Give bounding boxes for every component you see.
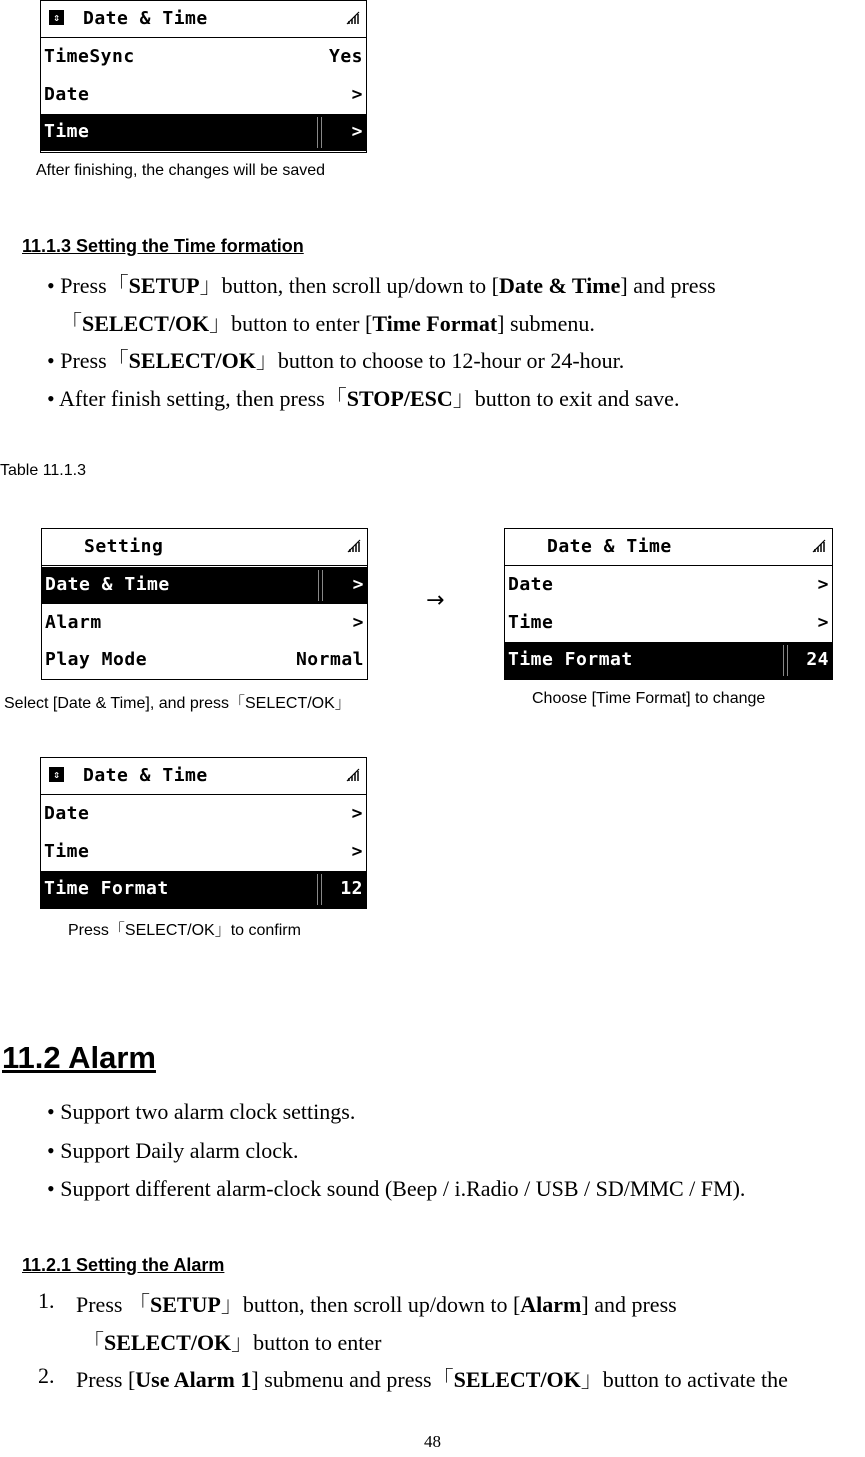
heading-11-2: 11.2 Alarm xyxy=(2,1040,156,1075)
row-value: > xyxy=(817,612,829,633)
bullet-3: • After finish setting, then press「STOP/ESC」button to exit and save. xyxy=(47,386,680,411)
row-value: > xyxy=(351,803,363,824)
lcd-row-date xyxy=(505,567,832,604)
lcd-screen-setting xyxy=(41,528,368,680)
antenna-icon xyxy=(346,11,360,25)
lcd-title: Setting xyxy=(84,536,164,557)
lcd-screen-date-time-1 xyxy=(40,0,367,153)
caption-screen-2: Select [Date & Time], and press「SELECT/OK」 xyxy=(4,695,351,712)
lcd-title: Date & Time xyxy=(83,8,208,29)
row-separator xyxy=(783,645,788,676)
row-label: Date xyxy=(44,803,90,824)
alarm-bullet-1: • Support two alarm clock settings. xyxy=(47,1099,356,1124)
row-value: 24 xyxy=(806,649,829,670)
row-label: Play Mode xyxy=(45,649,148,670)
step-2-number: 2. xyxy=(38,1363,55,1388)
antenna-icon xyxy=(347,539,361,553)
bullet-2: • Press「SELECT/OK」button to choose to 12-hour or 24-hour. xyxy=(47,348,625,373)
row-label: Time Format xyxy=(44,878,169,899)
lcd-row-date-time-selected xyxy=(42,567,367,604)
lcd-title: Date & Time xyxy=(83,765,208,786)
antenna-icon xyxy=(346,768,360,782)
lcd-row-play-mode xyxy=(42,642,367,679)
arrow-right: → xyxy=(426,588,445,613)
row-label: Time xyxy=(44,841,90,862)
menu-box-icon: ⇕ xyxy=(49,767,64,782)
step-2-line-1: Press [Use Alarm 1] submenu and press「SELECT/OK」button to activate the xyxy=(76,1367,788,1392)
row-value: > xyxy=(817,574,829,595)
lcd-header xyxy=(41,758,366,795)
bullet-1-line-2: 「SELECT/OK」button to enter [Time Format] submenu. xyxy=(60,311,595,336)
row-label: Date xyxy=(508,574,554,595)
row-label: TimeSync xyxy=(44,46,135,67)
row-separator xyxy=(318,570,323,601)
step-1-number: 1. xyxy=(38,1288,55,1313)
lcd-header xyxy=(505,529,832,566)
row-value: Normal xyxy=(295,649,364,670)
row-value: > xyxy=(351,84,363,105)
row-label: Alarm xyxy=(45,612,102,633)
caption-screen-1: After finishing, the changes will be saved xyxy=(36,162,326,179)
lcd-header xyxy=(42,529,367,566)
row-label: Time Format xyxy=(508,649,633,670)
row-value: 12 xyxy=(340,878,363,899)
alarm-bullet-2: • Support Daily alarm clock. xyxy=(47,1138,299,1163)
row-separator xyxy=(317,874,322,905)
table-label: Table 11.1.3 xyxy=(0,462,86,479)
row-label: Date xyxy=(44,84,90,105)
row-value: > xyxy=(352,612,364,633)
lcd-header xyxy=(41,1,366,38)
lcd-screen-date-time-24 xyxy=(504,528,833,680)
page-number: 48 xyxy=(424,1432,441,1451)
lcd-row-alarm xyxy=(42,605,367,642)
antenna-icon xyxy=(812,539,826,553)
row-value: Yes xyxy=(328,46,363,67)
step-1-line-2: 「SELECT/OK」button to enter xyxy=(82,1330,382,1355)
alarm-bullet-3: • Support different alarm-clock sound (Beep / i.Radio / USB / SD/MMC / FM). xyxy=(47,1176,746,1201)
menu-box-icon: ⇕ xyxy=(49,10,64,25)
lcd-row-time-format-selected xyxy=(41,871,366,908)
lcd-row-timesync xyxy=(41,39,366,76)
lcd-row-date xyxy=(41,77,366,114)
lcd-row-time xyxy=(505,605,832,642)
lcd-screen-date-time-12 xyxy=(40,757,367,909)
step-1-line-1: Press 「SETUP」button, then scroll up/down to [Alarm] and press xyxy=(76,1292,677,1317)
lcd-title: Date & Time xyxy=(547,536,672,557)
caption-screen-3: Choose [Time Format] to change xyxy=(532,690,766,707)
lcd-row-date xyxy=(41,796,366,833)
row-value: > xyxy=(352,574,364,595)
caption-screen-4: Press「SELECT/OK」to confirm xyxy=(68,922,301,939)
row-label: Date & Time xyxy=(45,574,170,595)
heading-11-1-3: 11.1.3 Setting the Time formation xyxy=(22,236,304,256)
heading-11-2-1: 11.2.1 Setting the Alarm xyxy=(22,1255,225,1275)
lcd-row-time-format-selected xyxy=(505,642,832,679)
bullet-1-line-1: • Press「SETUP」button, then scroll up/down to [Date & Time] and press xyxy=(47,273,716,298)
row-value: > xyxy=(351,841,363,862)
row-separator xyxy=(317,117,322,148)
row-label: Time xyxy=(508,612,554,633)
row-label: Time xyxy=(44,121,90,142)
lcd-row-time xyxy=(41,834,366,871)
lcd-row-time-selected xyxy=(41,114,366,151)
row-value: > xyxy=(351,121,363,142)
